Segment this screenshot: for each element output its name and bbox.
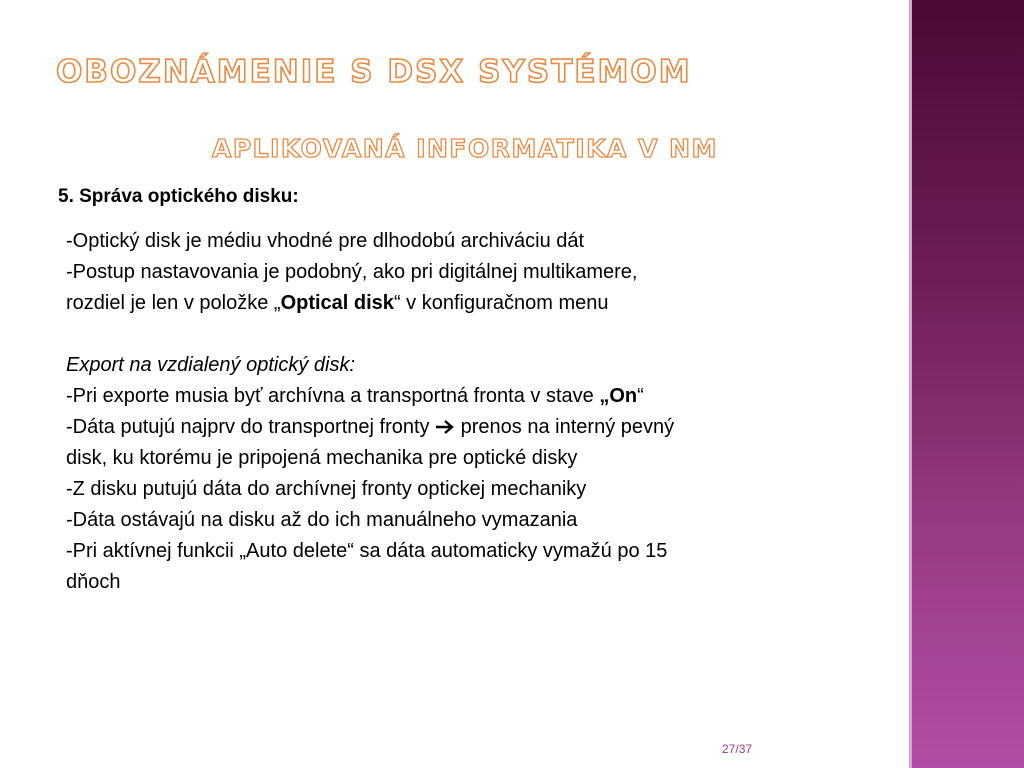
body-text: “ v konfiguračnom menu — [393, 292, 609, 314]
export-heading: Export na vzdialený optický disk: — [66, 354, 356, 376]
body-text: -Pri exporte musia byť archívna a transportná fronta v stave — [66, 385, 600, 407]
body-text: rozdiel je len v položke „ — [66, 292, 281, 314]
page-number — [722, 742, 752, 756]
body-line — [66, 288, 866, 319]
on-state-term: „On — [599, 385, 638, 407]
body-line: dňoch — [66, 571, 121, 593]
slide-body — [66, 226, 866, 598]
side-band-edge — [909, 0, 912, 768]
slide-title: OBOZNÁMENIE S DSX SYSTÉMOM — [56, 54, 692, 90]
page-separator: / — [735, 742, 739, 756]
paragraph-gap — [66, 319, 866, 350]
page-total: 37 — [738, 742, 753, 756]
body-line: disk, ku ktorému je pripojená mechanika pre optické disky — [66, 447, 578, 469]
body-line: -Postup nastavovania je podobný, ako pri digitálnej multikamere, — [66, 261, 638, 283]
body-line: -Z disku putujú dáta do archívnej fronty optickej mechaniky — [66, 478, 587, 500]
body-line — [66, 412, 866, 443]
page-current: 27 — [722, 742, 736, 756]
body-line: -Dáta ostávajú na disku až do ich manuálneho vymazania — [66, 509, 578, 531]
body-text: prenos na interný pevný — [455, 416, 675, 438]
slide-subtitle: APLIKOVANÁ INFORMATIKA V NM — [212, 134, 718, 163]
body-line: -Optický disk je médiu vhodné pre dlhodobú archiváciu dát — [66, 230, 585, 252]
body-line — [66, 381, 866, 412]
body-text: “ — [637, 385, 644, 407]
section-heading: 5. Správa optického disku: — [58, 186, 299, 207]
right-arrow-icon — [435, 420, 455, 434]
body-text: -Dáta putujú najprv do transportnej fronty — [66, 416, 436, 438]
optical-disk-term: Optical disk — [280, 292, 394, 314]
body-line: -Pri aktívnej funkcii „Auto delete“ sa dáta automaticky vymažú po 15 — [66, 540, 668, 562]
decorative-side-band — [911, 0, 1024, 768]
